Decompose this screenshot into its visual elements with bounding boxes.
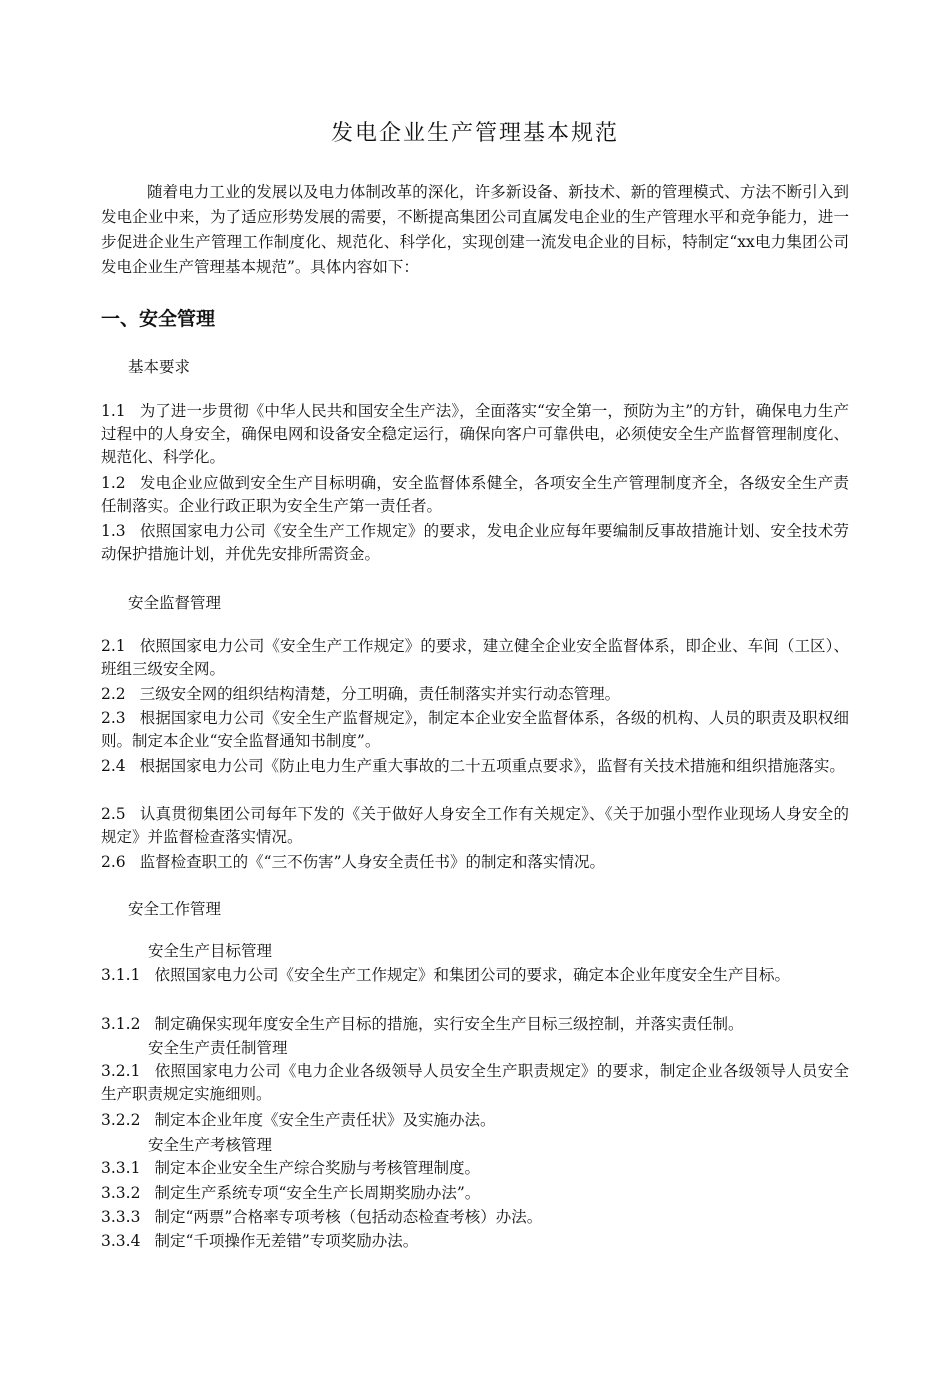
clause-number: 3.1.2	[101, 1015, 141, 1033]
clause-text: 三级安全网的组织结构清楚，分工明确，责任制落实并实行动态管理。	[139, 685, 621, 703]
clause-1-3	[101, 520, 849, 566]
clause-2-2	[101, 683, 849, 706]
clause-text: 根据国家电力公司《防止电力生产重大事故的二十五项重点要求》，监督有关技术措施和组织措施落实。	[139, 757, 845, 775]
clause-number: 2.1	[101, 637, 126, 655]
clause-number: 3.2.1	[101, 1062, 141, 1080]
subheading-safety-assessment: 安全生产考核管理	[148, 1136, 273, 1154]
clause-number: 3.3.2	[101, 1184, 141, 1202]
clause-text: 依照国家电力公司《电力企业各级领导人员安全生产职责规定》的要求，制定企业各级领导人员安全生产职责规定实施细则。	[101, 1062, 849, 1103]
subheading-safety-supervision: 安全监督管理	[128, 594, 222, 612]
intro-paragraph: 随着电力工业的发展以及电力体制改革的深化，许多新设备、新技术、新的管理模式、方法不断引入到发电企业中来，为了适应形势发展的需要，不断提高集团公司直属发电企业的生产管理水平和竞争能力，进一步促进企业生产管理工作制度化、规范化、科学化，实现创建一流发电企业的目标，特制定“xx电力集团公司发电企业生产管理基本规范”。具体内容如下：	[101, 183, 849, 276]
clause-3-1-2	[101, 1013, 849, 1036]
clause-3-2-2	[101, 1109, 849, 1132]
clause-number: 3.3.1	[101, 1159, 141, 1177]
clause-1-2	[101, 472, 849, 518]
clause-text: 制定生产系统专项“安全生产长周期奖励办法”。	[154, 1184, 481, 1202]
clause-text: 制定“千项操作无差错”专项奖励办法。	[154, 1232, 419, 1250]
clause-text: 根据国家电力公司《安全生产监督规定》，制定本企业安全监督体系，各级的机构、人员的职责及职权细则。制定本企业“安全监督通知书制度”。	[101, 709, 849, 750]
clause-number: 2.3	[101, 709, 126, 727]
document-title: 发电企业生产管理基本规范	[330, 121, 619, 146]
clause-3-3-4	[101, 1230, 849, 1253]
subheading-safety-responsibility: 安全生产责任制管理	[148, 1039, 288, 1057]
clause-text: 制定“两票”合格率专项考核（包括动态检查考核）办法。	[154, 1208, 543, 1226]
clause-number: 2.2	[101, 685, 126, 703]
clause-number: 1.3	[101, 522, 126, 540]
clause-text: 制定本企业年度《安全生产责任状》及实施办法。	[154, 1111, 496, 1129]
clause-2-3	[101, 707, 849, 753]
clause-3-3-1	[101, 1157, 849, 1180]
clause-number: 1.1	[101, 402, 126, 420]
clause-3-2-1	[101, 1060, 849, 1106]
clause-1-1	[101, 400, 849, 469]
clause-text: 依照国家电力公司《安全生产工作规定》的要求，发电企业应每年要编制反事故措施计划、安全技术劳动保护措施计划，并优先安排所需资金。	[101, 522, 849, 563]
clause-2-1	[101, 635, 849, 681]
clause-text: 为了进一步贯彻《中华人民共和国安全生产法》，全面落实“安全第一，预防为主”的方针，确保电力生产过程中的人身安全，确保电网和设备安全稳定运行，确保向客户可靠供电，必须使安全生产监督管理制度化、规范化、科学化。	[101, 402, 849, 466]
clause-number: 2.5	[101, 805, 126, 823]
clause-text: 认真贯彻集团公司每年下发的《关于做好人身安全工作有关规定》、《关于加强小型作业现场人身安全的规定》并监督检查落实情况。	[101, 805, 849, 846]
clause-number: 3.2.2	[101, 1111, 141, 1129]
clause-text: 制定本企业安全生产综合奖励与考核管理制度。	[154, 1159, 480, 1177]
clause-2-5	[101, 803, 849, 849]
subheading-safety-work: 安全工作管理	[128, 900, 222, 918]
clause-number: 3.1.1	[101, 966, 141, 984]
clause-number: 3.3.4	[101, 1232, 141, 1250]
clause-number: 3.3.3	[101, 1208, 141, 1226]
clause-number: 2.4	[101, 757, 126, 775]
clause-number: 2.6	[101, 853, 126, 871]
clause-3-3-3	[101, 1206, 849, 1229]
clause-3-3-2	[101, 1182, 849, 1205]
section-heading-safety-management: 一、安全管理	[101, 308, 216, 330]
clause-text: 依照国家电力公司《安全生产工作规定》和集团公司的要求，确定本企业年度安全生产目标。	[154, 966, 790, 984]
clause-text: 监督检查职工的《“三不伤害”人身安全责任书》的制定和落实情况。	[139, 853, 606, 871]
subheading-basic-requirements: 基本要求	[128, 358, 191, 376]
clause-2-4	[101, 755, 849, 778]
subheading-safety-goal: 安全生产目标管理	[148, 942, 273, 960]
clause-text: 制定确保实现年度安全生产目标的措施，实行安全生产目标三级控制，并落实责任制。	[154, 1015, 744, 1033]
clause-text: 发电企业应做到安全生产目标明确，安全监督体系健全，各项安全生产管理制度齐全，各级安全生产责任制落实。企业行政正职为安全生产第一责任者。	[101, 474, 849, 515]
clause-text: 依照国家电力公司《安全生产工作规定》的要求，建立健全企业安全监督体系，即企业、车间（工区）、班组三级安全网。	[101, 637, 849, 678]
clause-number: 1.2	[101, 474, 126, 492]
clause-2-6	[101, 851, 849, 874]
clause-3-1-1	[101, 964, 849, 987]
